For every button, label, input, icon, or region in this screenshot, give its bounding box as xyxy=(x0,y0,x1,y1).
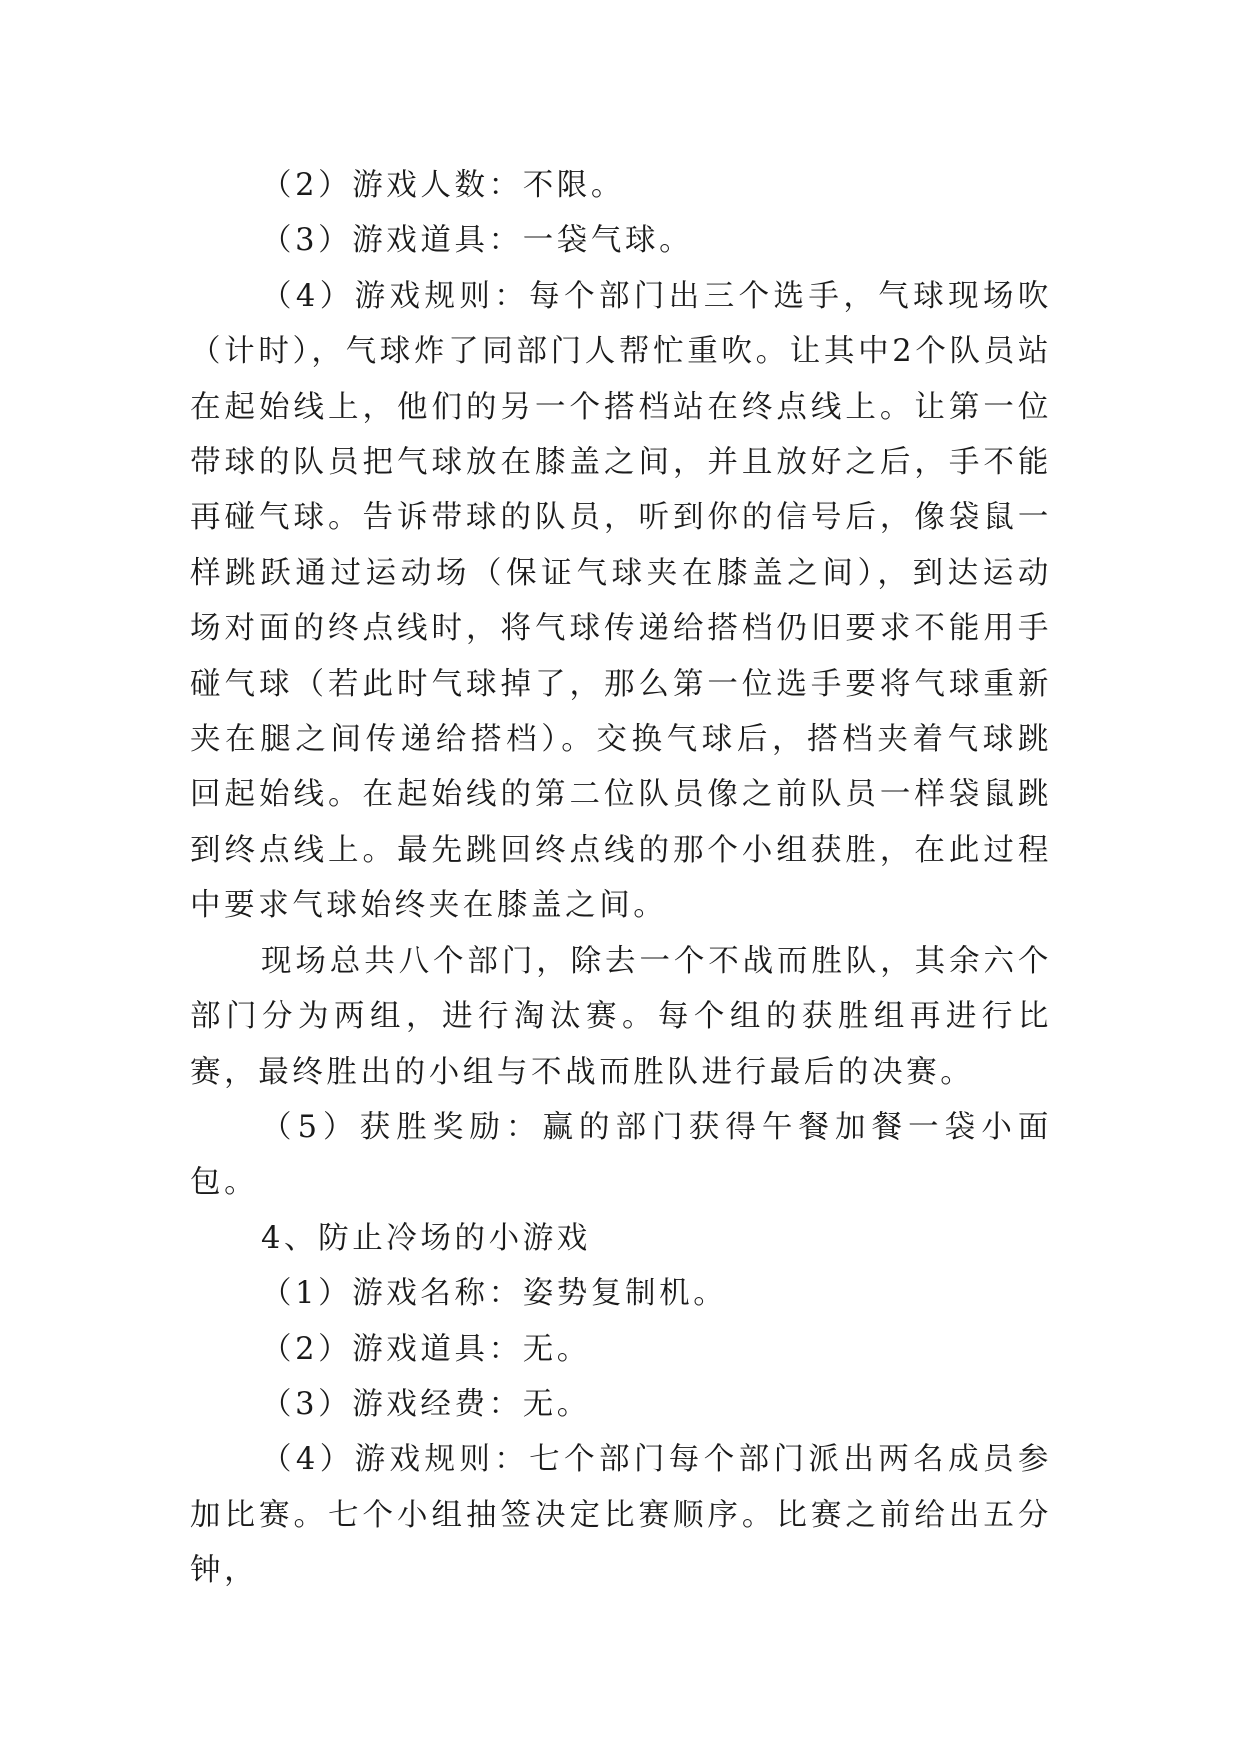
paragraph-game-name: （1）游戏名称：姿势复制机。 xyxy=(261,1276,728,1312)
paragraph-game-rules: （4）游戏规则：七个部门每个部门派出两名成员参加比赛。七个小组抽签决定比赛顺序。比赛之前给出五分钟， xyxy=(190,1442,1052,1589)
paragraph-game-props: （2）游戏道具：无。 xyxy=(261,1331,591,1367)
paragraph-game-cost: （3）游戏经费：无。 xyxy=(261,1386,591,1422)
paragraph-bracket: 现场总共八个部门，除去一个不战而胜队，其余六个部门分为两组，进行淘汰赛。每个组的获胜组再进行比赛，最终胜出的小组与不战而胜队进行最后的决赛。 xyxy=(190,943,1052,1090)
document-body xyxy=(190,158,1052,1599)
section-heading: 4、防止冷场的小游戏 xyxy=(261,1220,591,1256)
paragraph-rules: （4）游戏规则：每个部门出三个选手，气球现场吹（计时），气球炸了同部门人帮忙重吹。让其中2个队员站在起始线上，他们的另一个搭档站在终点线上。让第一位带球的队员把气球放在膝盖之间，并且放好之后，手不能再碰气球。告诉带球的队员，听到你的信号后，像袋鼠一样跳跃通过运动场（保证气球夹在膝盖之间），到达运动场对面的终点线时，将气球传递给搭档仍旧要求不能用手碰气球（若此时气球掉了，那么第一位选手要将气球重新夹在腿之间传递给搭档）。交换气球后，搭档夹着气球跳回起始线。在起始线的第二位队员像之前队员一样袋鼠跳到终点线上。最先跳回终点线的那个小组获胜，在此过程中要求气球始终夹在膝盖之间。 xyxy=(190,278,1052,924)
paragraph-reward: （5）获胜奖励：赢的部门获得午餐加餐一袋小面包。 xyxy=(190,1109,1052,1201)
paragraph-props: （3）游戏道具：一袋气球。 xyxy=(261,223,694,259)
paragraph-players: （2）游戏人数：不限。 xyxy=(261,168,626,203)
